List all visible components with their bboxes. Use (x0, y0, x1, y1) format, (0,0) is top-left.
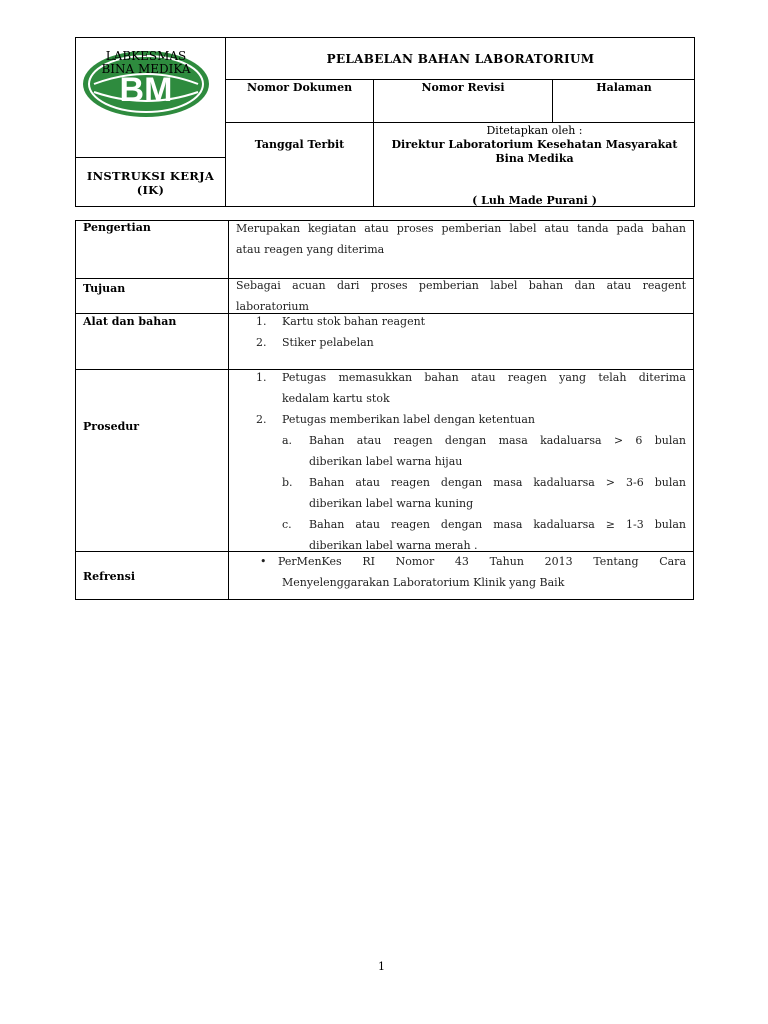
tujuan-label: Tujuan (83, 282, 126, 295)
prosedur-step2: Petugas memberikan label dengan ketentuan (282, 413, 535, 426)
sub-list-letter: b. (282, 476, 293, 489)
header-divider (225, 79, 695, 80)
header-divider (75, 157, 225, 158)
alat-bahan-item: Kartu stok bahan reagent (282, 315, 426, 328)
table-column-divider (228, 220, 229, 600)
bullet-icon: • (260, 555, 267, 568)
prosedur-step1-line1: Petugas memasukkan bahan atau reagen yang telah diterima (282, 371, 686, 384)
prosedur-step1-line2: kedalam kartu stok (282, 392, 390, 405)
document-title: PELABELAN BAHAN LABORATORIUM (326, 52, 595, 66)
alat-bahan-item: Stiker pelabelan (282, 336, 374, 349)
tujuan-text-line2: laboratorium (236, 300, 309, 313)
prosedur-sub-a-line2: diberikan label warna hijau (309, 455, 463, 468)
prosedur-sub-a-line1: Bahan atau reagen dengan masa kadaluarsa > 6 bulan (309, 434, 686, 447)
document-type-line2: (IK) (136, 183, 165, 197)
prosedur-label: Prosedur (83, 420, 140, 433)
document-type-line1: INSTRUKSI KERJA (86, 169, 215, 183)
sub-list-letter: c. (282, 518, 292, 531)
nomor-revisi-label: Nomor Revisi (421, 81, 505, 94)
header-divider (225, 122, 695, 123)
refrensi-line1: PerMenKes RI Nomor 43 Tahun 2013 Tentang Cara (278, 555, 686, 568)
logo-text-line1: LABKESMAS (105, 49, 187, 63)
list-number: 2. (256, 336, 267, 349)
logo-monogram: BM (119, 71, 173, 109)
tujuan-text-line1: Sebagai acuan dari proses pemberian label bahan dan atau reagent (236, 279, 686, 292)
pengertian-text-line2: atau reagen yang diterima (236, 243, 385, 256)
logo-text (82, 50, 210, 76)
document-type (76, 169, 225, 197)
alat-bahan-label: Alat dan bahan (83, 315, 177, 328)
logo-text-line2: BINA MEDIKA (101, 62, 191, 76)
page-number: 1 (378, 960, 385, 973)
prosedur-sub-c-line1: Bahan atau reagen dengan masa kadaluarsa ≥ 1-3 bulan (309, 518, 686, 531)
direktur-line2: Bina Medika (495, 152, 574, 165)
tanggal-terbit-label: Tanggal Terbit (254, 138, 345, 151)
approval-block (374, 124, 695, 166)
halaman-label: Halaman (596, 81, 652, 94)
prosedur-sub-b-line1: Bahan atau reagen dengan masa kadaluarsa > 3-6 bulan (309, 476, 686, 489)
refrensi-line2: Menyelenggarakan Laboratorium Klinik yang Baik (282, 576, 565, 589)
direktur-line1: Direktur Laboratorium Kesehatan Masyarakat (391, 138, 678, 151)
refrensi-label: Refrensi (83, 570, 136, 583)
list-number: 2. (256, 413, 267, 426)
pengertian-text-line1: Merupakan kegiatan atau proses pemberian label atau tanda pada bahan (236, 222, 686, 235)
sub-list-letter: a. (282, 434, 293, 447)
pengertian-label: Pengertian (83, 221, 151, 234)
prosedur-sub-c-line2: diberikan label warna merah . (309, 539, 478, 552)
nomor-dokumen-label: Nomor Dokumen (246, 81, 353, 94)
ditetapkan-oleh: Ditetapkan oleh : (486, 124, 583, 137)
signatory-name: ( Luh Made Purani ) (472, 194, 597, 207)
prosedur-sub-b-line2: diberikan label warna kuning (309, 497, 474, 510)
list-number: 1. (256, 315, 267, 328)
list-number: 1. (256, 371, 267, 384)
